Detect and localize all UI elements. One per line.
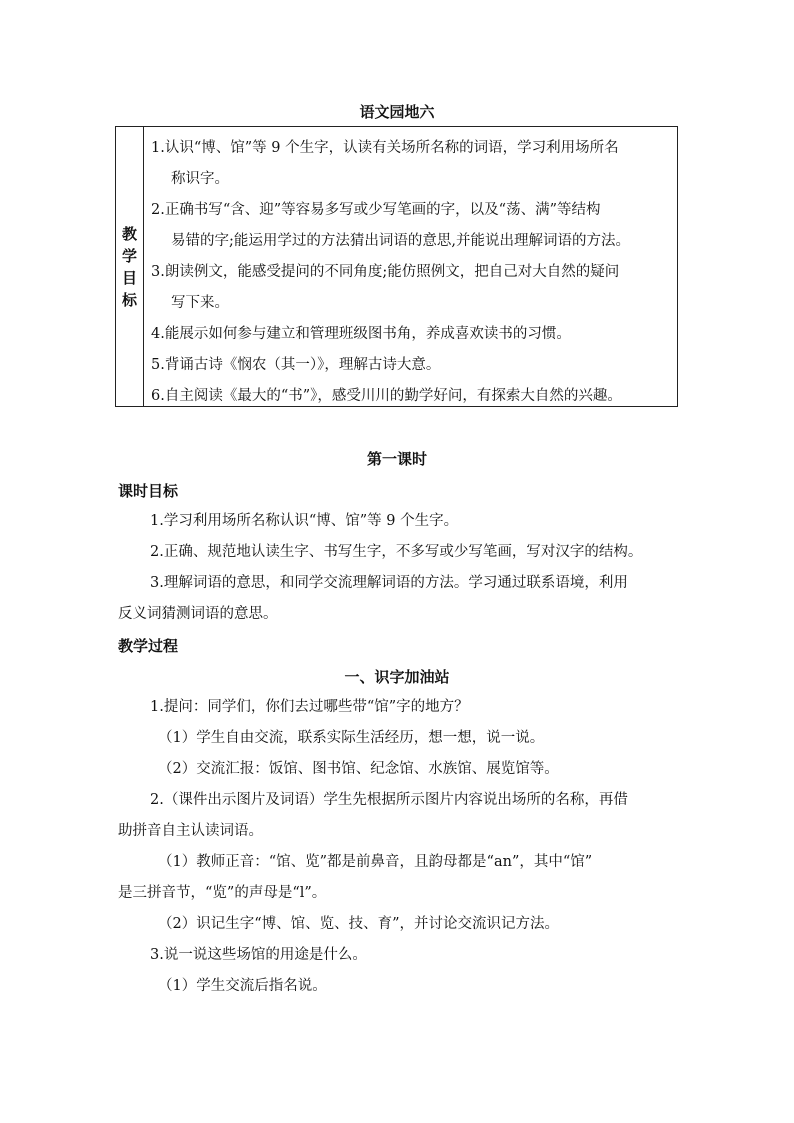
- objectives-heading: 课时目标: [118, 482, 179, 500]
- teaching-goals-table: [115, 126, 678, 407]
- goal-text: 1.认识“博、馆”等 9 个生字，认读有关场所名称的词语，学习利用场所名: [151, 140, 619, 156]
- goal-text-continued: 称识字。: [171, 171, 229, 187]
- lesson-title: 第一课时: [366, 450, 427, 468]
- process-line: （2）识记生字“博、馆、览、技、育”，并讨论交流识记方法。: [158, 916, 560, 932]
- process-line: 是三拼音节，“览”的声母是“l”。: [118, 885, 327, 901]
- process-line: （1）学生自由交流，联系实际生活经历，想一想，说一说。: [158, 730, 545, 746]
- section-title: 一、识字加油站: [344, 668, 450, 686]
- goal-item: [151, 319, 671, 350]
- goal-text: 3.朗读例文，能感受提问的不同角度;能仿照例文，把自己对大自然的疑问: [151, 264, 620, 280]
- goal-text: 5.背诵古诗《悯农（其一）》，理解古诗大意。: [151, 357, 441, 373]
- goals-header-char: 教: [121, 224, 137, 243]
- goal-text: 4.能展示如何参与建立和管理班级图书角，养成喜欢读书的习惯。: [151, 326, 571, 342]
- objective-line: 1.学习利用场所名称认识“博、馆”等 9 个生字。: [150, 513, 459, 529]
- process-line: 1.提问：同学们，你们去过哪些带“馆”字的地方？: [150, 699, 469, 715]
- goal-item: [151, 195, 671, 257]
- goal-item: [151, 381, 671, 412]
- process-line: 2.（课件出示图片及词语）学生先根据所示图片内容说出场所的名称，再借: [150, 792, 628, 808]
- goal-text: 6.自主阅读《最大的“书”》，感受川川的勤学好问，有探索大自然的兴趣。: [151, 388, 622, 404]
- goals-header-char: 标: [121, 290, 137, 309]
- goals-header-char: 学: [121, 246, 137, 265]
- goals-table-header: [116, 127, 144, 406]
- goal-item: [151, 350, 671, 381]
- objective-line: 3.理解词语的意思，和同学交流理解词语的方法。学习通过联系语境，利用: [150, 575, 628, 591]
- document-title: 语文园地六: [359, 103, 435, 121]
- objective-line: 2.正确、规范地认读生字、书写生字，不多写或少写笔画，写对汉字的结构。: [150, 544, 643, 560]
- process-line: 助拼音自主认读词语。: [118, 823, 263, 839]
- goal-text-continued: 写下来。: [171, 295, 229, 311]
- goal-item: [151, 133, 671, 195]
- process-line: 3.说一说这些场馆的用途是什么。: [150, 947, 367, 963]
- process-line: （1）教师正音：“馆、览”都是前鼻音，且韵母都是“an”，其中“馆”: [158, 854, 593, 870]
- goals-header-char: 目: [121, 268, 137, 287]
- goals-list: [144, 127, 677, 406]
- goal-text-continued: 易错的字;能运用学过的方法猜出词语的意思,并能说出理解词语的方法。: [171, 233, 630, 249]
- process-line: （1）学生交流后指名说。: [158, 978, 327, 994]
- goal-text: 2.正确书写“含、迎”等容易多写或少写笔画的字，以及“荡、满”等结构: [151, 202, 601, 218]
- objective-line: 反义词猜测词语的意思。: [118, 606, 278, 622]
- process-line: （2）交流汇报：饭馆、图书馆、纪念馆、水族馆、展览馆等。: [158, 761, 559, 777]
- goal-item: [151, 257, 671, 319]
- process-heading: 教学过程: [118, 637, 179, 655]
